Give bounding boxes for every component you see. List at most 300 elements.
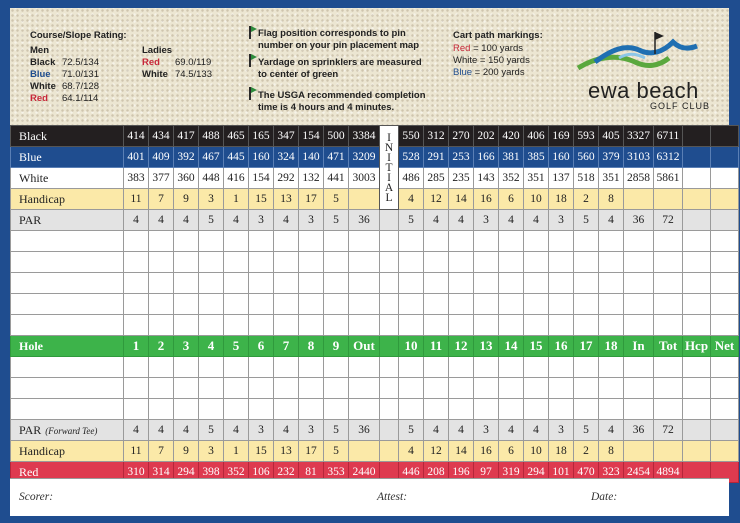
score-cell[interactable]	[324, 399, 349, 420]
score-cell[interactable]	[274, 378, 299, 399]
spacer-cell	[380, 315, 399, 336]
score-cell[interactable]	[349, 252, 380, 273]
score-cell[interactable]	[149, 315, 174, 336]
score-cell[interactable]	[199, 378, 224, 399]
score-cell[interactable]	[399, 378, 424, 399]
score-cell[interactable]	[654, 231, 683, 252]
score-cell[interactable]	[249, 378, 274, 399]
score-cell	[711, 441, 739, 462]
score-cell[interactable]	[349, 294, 380, 315]
score-cell[interactable]	[549, 399, 574, 420]
score-cell[interactable]	[599, 273, 624, 294]
score-cell: 8	[299, 336, 324, 357]
score-cell[interactable]	[474, 315, 499, 336]
score-cell[interactable]	[149, 231, 174, 252]
score-cell: 9	[174, 441, 199, 462]
score-cell[interactable]	[549, 294, 574, 315]
spacer-cell	[380, 294, 399, 315]
score-cell: 319	[499, 462, 524, 483]
score-cell: 16	[549, 336, 574, 357]
score-cell[interactable]	[683, 252, 711, 273]
score-cell: 132	[299, 168, 324, 189]
score-cell[interactable]	[624, 252, 654, 273]
score-cell: 471	[324, 147, 349, 168]
score-cell[interactable]	[299, 399, 324, 420]
score-cell[interactable]	[549, 273, 574, 294]
score-cell[interactable]	[124, 252, 149, 273]
score-cell[interactable]	[711, 294, 739, 315]
score-cell[interactable]	[149, 273, 174, 294]
score-cell: 13	[474, 336, 499, 357]
score-cell[interactable]	[711, 252, 739, 273]
men-rating-white: White	[30, 81, 56, 92]
score-cell[interactable]	[224, 315, 249, 336]
score-cell[interactable]	[399, 315, 424, 336]
scorecard-row-hole	[11, 336, 739, 357]
score-cell[interactable]	[174, 273, 199, 294]
score-cell: 3384	[349, 126, 380, 147]
score-cell: 4	[174, 420, 199, 441]
score-cell: 409	[149, 147, 174, 168]
initial-letter: A	[384, 181, 394, 194]
score-cell: 202	[474, 126, 499, 147]
score-cell[interactable]	[711, 399, 739, 420]
score-cell[interactable]	[654, 378, 683, 399]
score-cell: 448	[199, 168, 224, 189]
score-cell[interactable]	[174, 399, 199, 420]
score-cell: 253	[449, 147, 474, 168]
score-cell[interactable]	[124, 399, 149, 420]
score-cell[interactable]	[249, 315, 274, 336]
score-cell[interactable]	[474, 399, 499, 420]
score-cell[interactable]	[449, 315, 474, 336]
row-label	[11, 126, 124, 147]
score-cell[interactable]	[474, 357, 499, 378]
score-cell[interactable]	[299, 315, 324, 336]
score-cell: 352	[499, 168, 524, 189]
ladies-label: Ladies	[142, 45, 173, 56]
score-cell[interactable]	[149, 252, 174, 273]
score-cell[interactable]	[224, 294, 249, 315]
score-cell[interactable]	[654, 252, 683, 273]
score-cell[interactable]	[474, 252, 499, 273]
score-cell[interactable]	[174, 315, 199, 336]
score-cell: 347	[274, 126, 299, 147]
score-cell[interactable]	[324, 378, 349, 399]
score-cell[interactable]	[499, 231, 524, 252]
score-cell[interactable]	[599, 252, 624, 273]
score-cell[interactable]	[711, 315, 739, 336]
scorecard-row-blank	[11, 378, 739, 399]
score-cell[interactable]	[711, 357, 739, 378]
score-cell: 560	[574, 147, 599, 168]
score-cell[interactable]	[349, 315, 380, 336]
score-cell[interactable]	[324, 273, 349, 294]
score-cell[interactable]	[574, 273, 599, 294]
score-cell[interactable]	[524, 315, 549, 336]
score-cell[interactable]	[574, 294, 599, 315]
score-cell[interactable]	[274, 273, 299, 294]
score-cell: 7	[274, 336, 299, 357]
score-cell[interactable]	[524, 378, 549, 399]
row-label	[11, 210, 124, 231]
score-cell[interactable]	[424, 399, 449, 420]
score-cell[interactable]	[683, 273, 711, 294]
score-cell: 166	[474, 147, 499, 168]
score-cell[interactable]	[424, 378, 449, 399]
score-cell[interactable]	[654, 315, 683, 336]
score-cell[interactable]	[124, 273, 149, 294]
score-cell[interactable]	[624, 294, 654, 315]
score-cell[interactable]	[449, 252, 474, 273]
score-cell: 351	[524, 168, 549, 189]
score-cell[interactable]	[324, 231, 349, 252]
score-cell[interactable]	[654, 273, 683, 294]
score-cell[interactable]	[324, 294, 349, 315]
flag-icon	[249, 87, 251, 100]
score-cell: 5861	[654, 168, 683, 189]
score-cell[interactable]	[549, 315, 574, 336]
score-cell[interactable]	[249, 399, 274, 420]
score-cell[interactable]	[599, 357, 624, 378]
score-cell: 140	[299, 147, 324, 168]
score-cell: 12	[424, 189, 449, 210]
score-cell[interactable]	[599, 315, 624, 336]
score-cell[interactable]	[299, 357, 324, 378]
initial-letter: L	[385, 191, 393, 204]
score-cell: 528	[399, 147, 424, 168]
score-cell[interactable]	[274, 399, 299, 420]
score-cell[interactable]	[599, 378, 624, 399]
score-cell: 465	[224, 126, 249, 147]
score-cell: 13	[274, 189, 299, 210]
score-cell[interactable]	[174, 378, 199, 399]
row-label	[11, 399, 124, 420]
score-cell[interactable]	[124, 294, 149, 315]
row-label	[11, 378, 124, 399]
score-cell[interactable]	[683, 231, 711, 252]
score-cell: 16	[474, 189, 499, 210]
score-cell[interactable]	[274, 252, 299, 273]
score-cell[interactable]	[524, 231, 549, 252]
score-cell[interactable]	[683, 378, 711, 399]
score-cell[interactable]	[474, 273, 499, 294]
score-cell[interactable]	[683, 357, 711, 378]
score-cell: 17	[299, 189, 324, 210]
score-cell: 12	[449, 336, 474, 357]
score-cell[interactable]	[199, 231, 224, 252]
score-cell[interactable]	[399, 357, 424, 378]
score-cell[interactable]	[654, 399, 683, 420]
score-cell[interactable]	[349, 273, 380, 294]
score-cell: 294	[524, 462, 549, 483]
score-cell: 15	[249, 441, 274, 462]
score-cell[interactable]	[149, 399, 174, 420]
score-cell: 417	[174, 126, 199, 147]
score-cell[interactable]	[424, 231, 449, 252]
score-cell[interactable]	[474, 231, 499, 252]
score-cell[interactable]	[711, 231, 739, 252]
score-cell[interactable]	[399, 294, 424, 315]
score-cell[interactable]	[449, 294, 474, 315]
row-label-text: Blue	[19, 149, 42, 164]
score-cell: 314	[149, 462, 174, 483]
score-cell[interactable]	[124, 315, 149, 336]
logo-name: ewa beach	[588, 78, 699, 103]
score-cell: 36	[624, 420, 654, 441]
score-cell: 6	[499, 189, 524, 210]
score-cell[interactable]	[274, 231, 299, 252]
score-cell: 294	[174, 462, 199, 483]
score-cell[interactable]	[624, 399, 654, 420]
score-cell	[683, 441, 711, 462]
score-cell: 208	[424, 462, 449, 483]
score-cell[interactable]	[549, 378, 574, 399]
score-cell[interactable]	[224, 231, 249, 252]
score-cell[interactable]	[683, 294, 711, 315]
score-cell: 17	[299, 441, 324, 462]
score-cell[interactable]	[199, 294, 224, 315]
score-cell[interactable]	[424, 315, 449, 336]
scorecard-row-blank	[11, 231, 739, 252]
score-cell: 4	[199, 336, 224, 357]
score-cell: 7	[149, 441, 174, 462]
score-cell[interactable]	[299, 294, 324, 315]
score-cell[interactable]	[174, 294, 199, 315]
score-cell[interactable]	[711, 273, 739, 294]
score-cell[interactable]	[199, 399, 224, 420]
score-cell[interactable]	[683, 315, 711, 336]
score-cell[interactable]	[124, 357, 149, 378]
score-cell[interactable]	[149, 294, 174, 315]
score-cell[interactable]	[324, 315, 349, 336]
score-cell: 445	[224, 147, 249, 168]
score-cell[interactable]	[524, 252, 549, 273]
score-cell[interactable]	[324, 252, 349, 273]
score-cell[interactable]	[499, 378, 524, 399]
score-cell: 3327	[624, 126, 654, 147]
score-cell[interactable]	[274, 357, 299, 378]
score-cell[interactable]	[124, 231, 149, 252]
score-cell[interactable]	[624, 273, 654, 294]
score-cell: 97	[474, 462, 499, 483]
score-cell[interactable]	[249, 294, 274, 315]
score-cell: 353	[324, 462, 349, 483]
score-cell[interactable]	[249, 231, 274, 252]
score-cell[interactable]	[574, 399, 599, 420]
score-cell[interactable]	[299, 231, 324, 252]
score-cell: 4	[524, 420, 549, 441]
score-cell[interactable]	[624, 231, 654, 252]
note-flag-position: Flag position corresponds to pin number on your pin placement map	[258, 28, 419, 51]
score-cell[interactable]	[249, 273, 274, 294]
score-cell: 36	[349, 210, 380, 231]
score-cell[interactable]	[711, 378, 739, 399]
score-cell: 4	[499, 210, 524, 231]
score-cell: 3	[474, 420, 499, 441]
score-cell[interactable]	[499, 273, 524, 294]
score-cell[interactable]	[599, 294, 624, 315]
score-cell: 401	[124, 147, 149, 168]
score-cell[interactable]	[499, 357, 524, 378]
score-cell[interactable]	[654, 294, 683, 315]
score-cell[interactable]	[199, 315, 224, 336]
score-cell[interactable]	[199, 273, 224, 294]
score-cell[interactable]	[424, 357, 449, 378]
score-cell[interactable]	[324, 357, 349, 378]
score-cell[interactable]	[449, 399, 474, 420]
score-cell[interactable]	[299, 273, 324, 294]
scorecard-row-blank	[11, 357, 739, 378]
score-cell[interactable]	[449, 273, 474, 294]
score-cell[interactable]	[449, 231, 474, 252]
score-cell[interactable]	[149, 378, 174, 399]
score-cell: 3003	[349, 168, 380, 189]
score-cell: 6	[249, 336, 274, 357]
score-cell[interactable]	[199, 357, 224, 378]
score-cell: 1	[224, 441, 249, 462]
score-cell[interactable]	[224, 399, 249, 420]
men-rating-black-value: 72.5/134	[62, 57, 99, 68]
flag-icon	[249, 26, 251, 39]
score-cell: 4	[499, 420, 524, 441]
score-cell[interactable]	[549, 357, 574, 378]
row-label-text: PAR	[19, 422, 42, 437]
score-cell: 6312	[654, 147, 683, 168]
score-cell[interactable]	[399, 399, 424, 420]
score-cell[interactable]	[174, 231, 199, 252]
score-cell[interactable]	[549, 252, 574, 273]
score-cell[interactable]	[399, 273, 424, 294]
score-cell: 420	[499, 126, 524, 147]
score-cell: 4	[124, 210, 149, 231]
score-cell: 3	[199, 441, 224, 462]
score-cell: 381	[499, 147, 524, 168]
score-cell[interactable]	[249, 252, 274, 273]
score-cell[interactable]	[349, 357, 380, 378]
score-cell[interactable]	[499, 315, 524, 336]
score-cell[interactable]	[349, 399, 380, 420]
score-cell[interactable]	[249, 357, 274, 378]
score-cell: 143	[474, 168, 499, 189]
score-cell[interactable]	[299, 378, 324, 399]
score-cell: 500	[324, 126, 349, 147]
score-cell[interactable]	[599, 399, 624, 420]
score-cell[interactable]	[549, 231, 574, 252]
score-cell[interactable]	[424, 252, 449, 273]
score-cell[interactable]	[399, 231, 424, 252]
score-cell[interactable]	[574, 378, 599, 399]
attest-label: Attest:	[377, 491, 408, 503]
rating-title: Course/Slope Rating:	[30, 30, 127, 41]
score-cell[interactable]	[274, 315, 299, 336]
score-cell[interactable]	[299, 252, 324, 273]
score-cell[interactable]	[224, 357, 249, 378]
score-cell[interactable]	[224, 378, 249, 399]
score-cell[interactable]	[499, 399, 524, 420]
score-cell[interactable]	[149, 357, 174, 378]
score-cell: 72	[654, 420, 683, 441]
score-cell[interactable]	[124, 378, 149, 399]
score-cell[interactable]	[474, 378, 499, 399]
score-cell[interactable]	[349, 231, 380, 252]
row-label	[11, 294, 124, 315]
score-cell[interactable]	[449, 357, 474, 378]
score-cell[interactable]	[224, 252, 249, 273]
score-cell: 4	[449, 420, 474, 441]
date-label: Date:	[591, 491, 618, 503]
score-cell[interactable]	[199, 252, 224, 273]
score-cell: 11	[124, 441, 149, 462]
score-cell: 312	[424, 126, 449, 147]
score-cell[interactable]	[224, 273, 249, 294]
score-cell: 4	[399, 189, 424, 210]
row-label	[11, 231, 124, 252]
score-cell[interactable]	[524, 294, 549, 315]
spacer-cell	[380, 420, 399, 441]
score-cell: 9	[174, 189, 199, 210]
men-rating-red: Red	[30, 93, 48, 104]
score-cell[interactable]	[499, 252, 524, 273]
score-cell[interactable]	[174, 252, 199, 273]
score-cell[interactable]	[624, 315, 654, 336]
score-cell[interactable]	[599, 231, 624, 252]
score-cell: 467	[199, 147, 224, 168]
score-cell: 323	[599, 462, 624, 483]
score-cell[interactable]	[349, 378, 380, 399]
score-cell[interactable]	[574, 231, 599, 252]
score-cell[interactable]	[474, 294, 499, 315]
score-cell[interactable]	[624, 378, 654, 399]
score-cell[interactable]	[654, 357, 683, 378]
score-cell[interactable]	[524, 357, 549, 378]
score-cell[interactable]	[624, 357, 654, 378]
note-sprinklers: Yardage on sprinklers are measured to center of green	[258, 57, 422, 80]
row-label	[11, 168, 124, 189]
spacer-cell	[380, 336, 399, 357]
scorecard-header	[10, 8, 729, 125]
score-cell: 3103	[624, 147, 654, 168]
score-cell[interactable]	[399, 252, 424, 273]
spacer-cell	[380, 252, 399, 273]
score-cell: 4	[599, 210, 624, 231]
score-cell: 5	[324, 210, 349, 231]
score-cell[interactable]	[424, 294, 449, 315]
logo-subtitle: GOLF CLUB	[650, 101, 711, 111]
score-cell: 6	[499, 441, 524, 462]
score-cell[interactable]	[683, 399, 711, 420]
scorecard-row-blank	[11, 399, 739, 420]
score-cell	[711, 168, 739, 189]
score-cell: 4	[149, 420, 174, 441]
scorecard-row-blank	[11, 273, 739, 294]
score-cell[interactable]	[424, 273, 449, 294]
score-cell[interactable]	[499, 294, 524, 315]
score-cell[interactable]	[274, 294, 299, 315]
score-cell: 352	[224, 462, 249, 483]
score-cell[interactable]	[524, 399, 549, 420]
score-cell[interactable]	[524, 273, 549, 294]
score-cell[interactable]	[174, 357, 199, 378]
score-cell: 486	[399, 168, 424, 189]
men-rating-black: Black	[30, 57, 56, 68]
score-cell[interactable]	[574, 357, 599, 378]
score-cell[interactable]	[449, 378, 474, 399]
score-cell[interactable]	[574, 315, 599, 336]
score-cell[interactable]	[574, 252, 599, 273]
row-label	[11, 420, 124, 441]
flag-icon	[249, 54, 251, 67]
